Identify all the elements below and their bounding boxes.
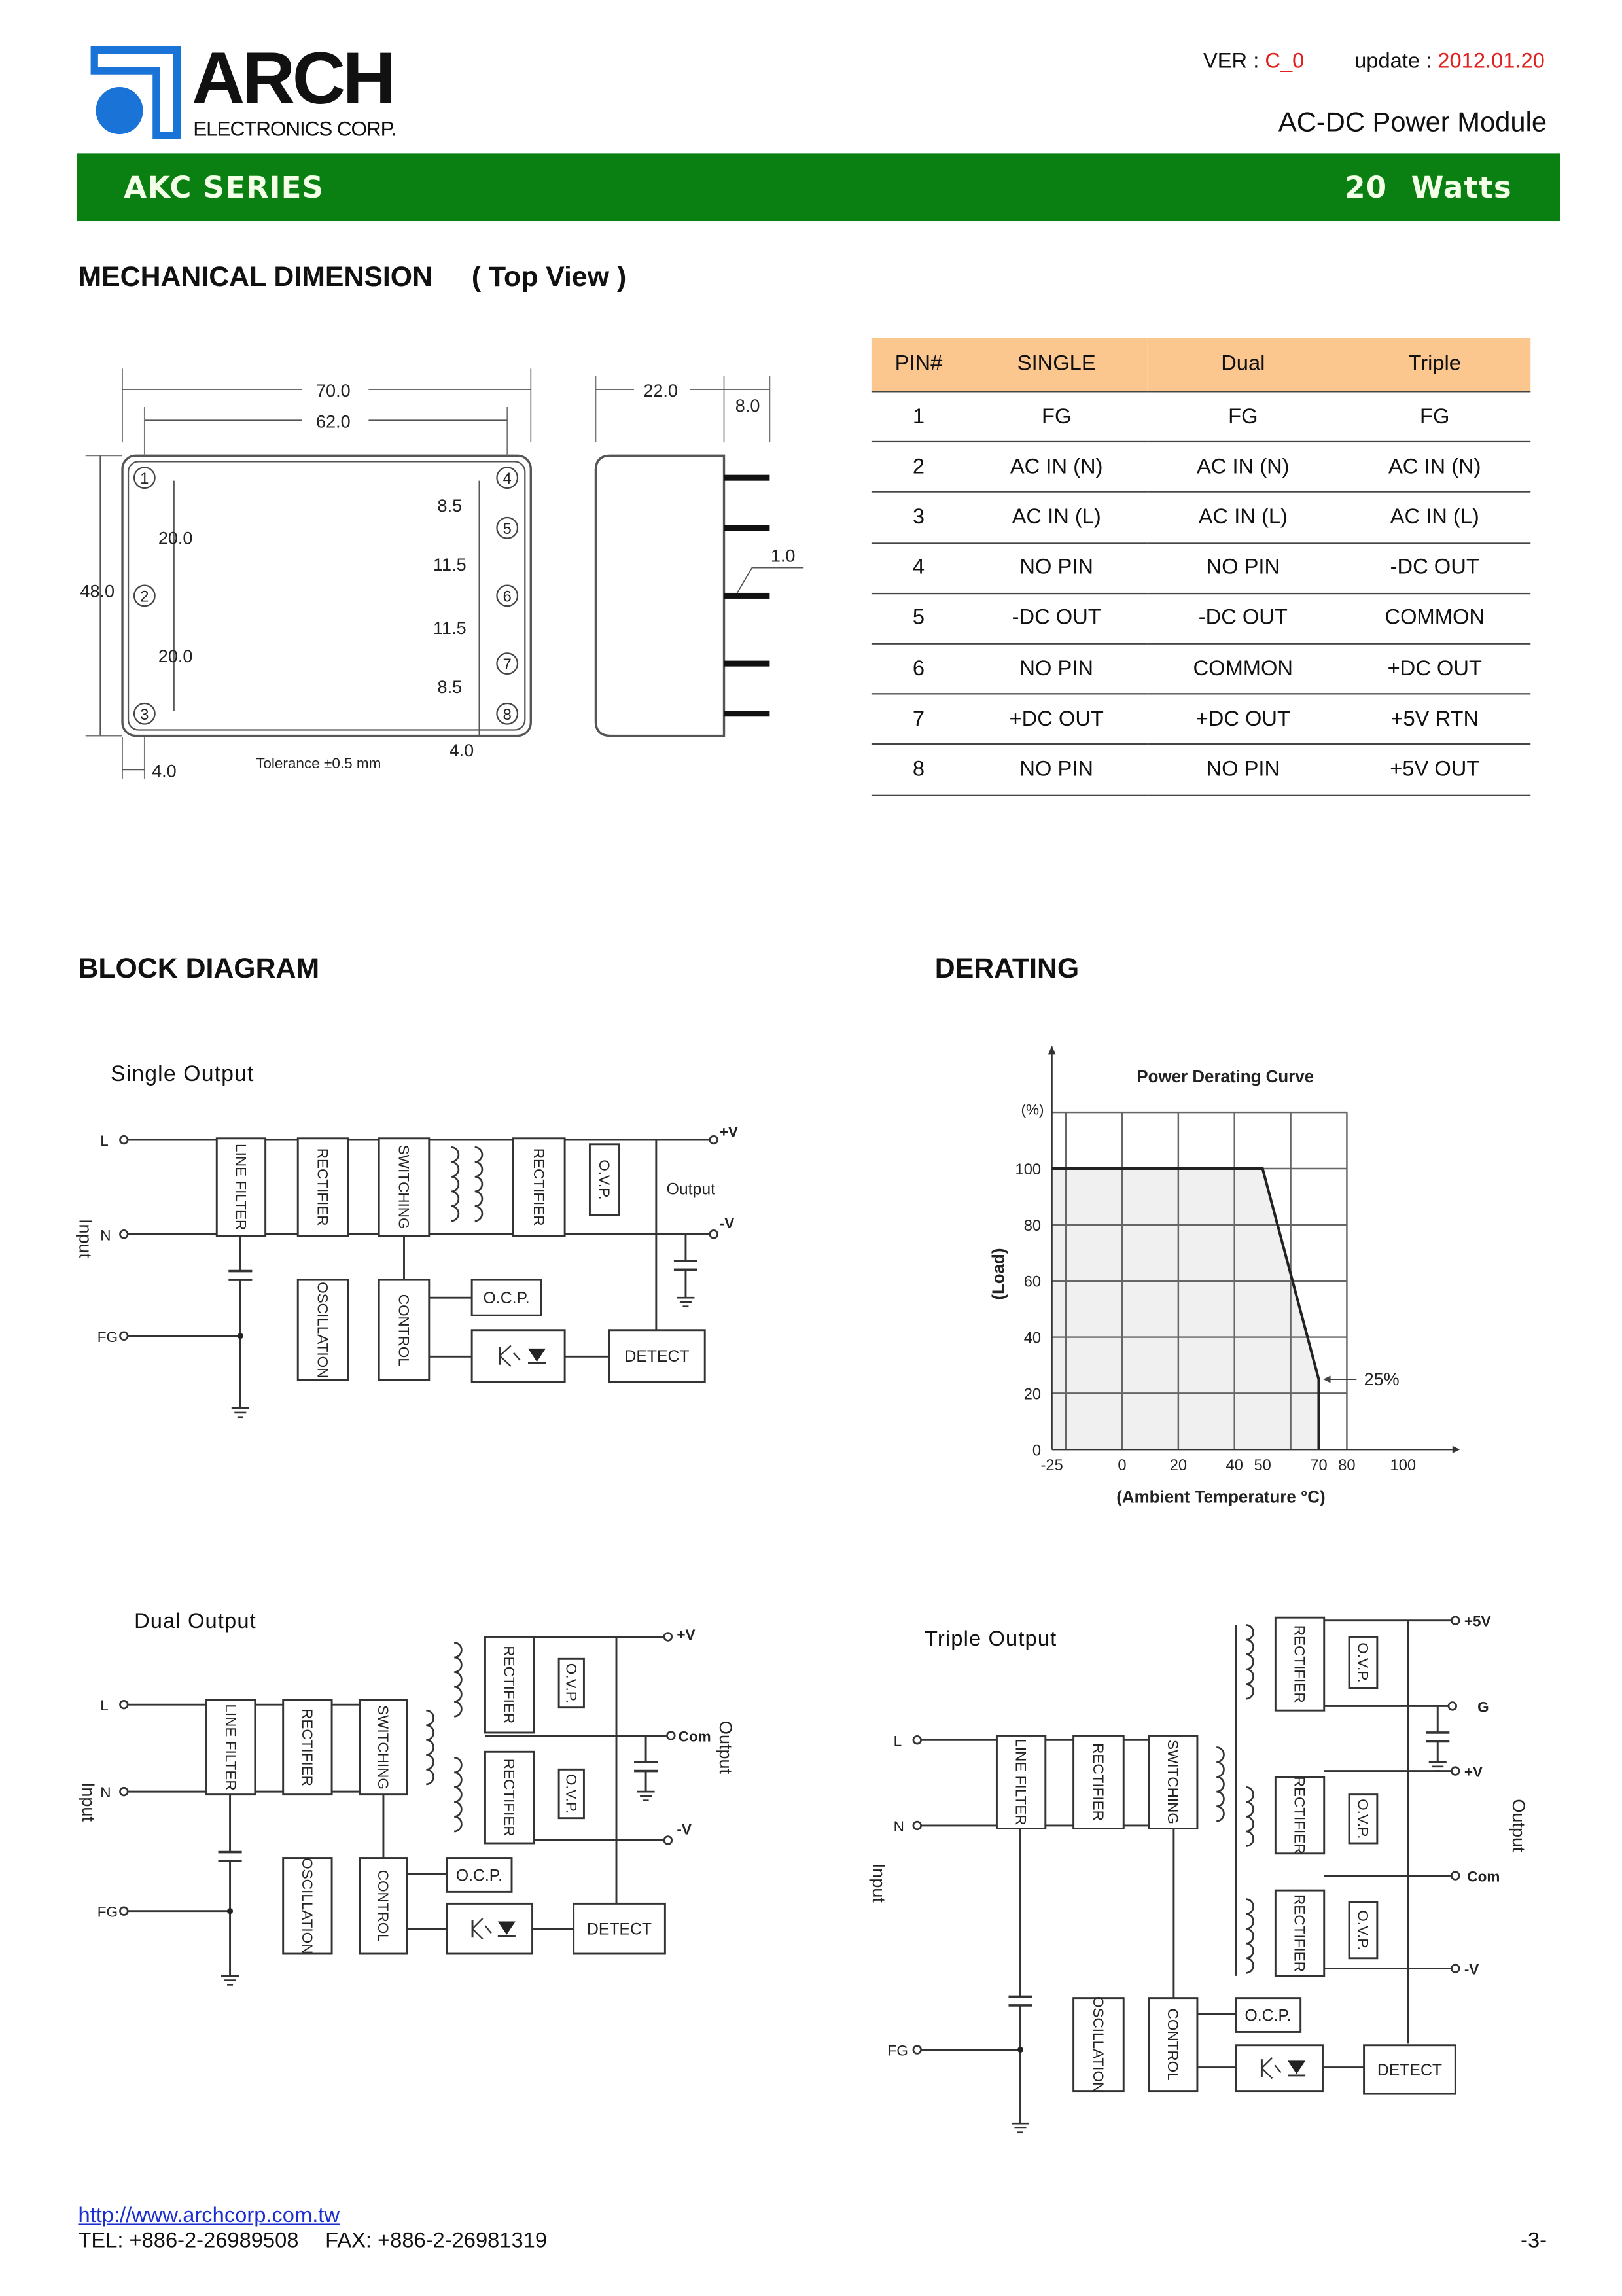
x-tick-label: 20 [1169, 1457, 1188, 1474]
col-dual: Dual [1147, 338, 1339, 391]
detect-label: DETECT [1377, 2061, 1442, 2079]
ver-label: VER : [1203, 50, 1265, 74]
dual-cell: AC IN (N) [1147, 442, 1339, 492]
pin-lead [724, 475, 770, 481]
rectifier-label: RECTIFIER [1090, 1743, 1107, 1821]
y-unit-label: (%) [1021, 1101, 1044, 1118]
x-tick-label: -25 [1040, 1457, 1063, 1474]
rectifier-label: RECTIFIER [1291, 1776, 1308, 1854]
terminal-icon [120, 1136, 128, 1144]
terminal-l: L [100, 1697, 109, 1714]
dual-cell: -DC OUT [1147, 593, 1339, 644]
product-type: AC-DC Power Module [1278, 106, 1547, 137]
rectifier-label: RECTIFIER [314, 1148, 331, 1226]
pin-number-label: 6 [502, 588, 512, 606]
control-label: CONTROL [1164, 2008, 1181, 2081]
pin-number-label: 7 [502, 656, 512, 674]
update-value: 2012.01.20 [1437, 50, 1545, 74]
pin-lead [724, 525, 770, 531]
dim-4-left: 4.0 [152, 761, 177, 781]
dim-11-5-upper: 11.5 [433, 555, 467, 575]
terminal-icon [1451, 1965, 1459, 1973]
dim-8: 8.0 [735, 395, 760, 415]
pin-number-label: 1 [140, 470, 149, 488]
dual-cell: AC IN (L) [1147, 492, 1339, 542]
terminal-icon [664, 1633, 672, 1641]
page-number: -3- [1521, 2229, 1547, 2253]
terminal-com: Com [678, 1728, 711, 1745]
line-filter-label: LINE FILTER [1012, 1739, 1029, 1826]
junction-dot [1017, 2047, 1023, 2053]
ovp-label: O.V.P. [1354, 1910, 1371, 1951]
dim-48: 48.0 [80, 581, 115, 601]
pin-lead [724, 661, 770, 667]
ovp-label: O.V.P. [563, 1773, 580, 1814]
junction-dot [238, 1333, 243, 1339]
optocoupler-block [1236, 2045, 1323, 2091]
single-cell: +DC OUT [966, 694, 1147, 745]
y-tick-label: 80 [1023, 1217, 1042, 1235]
optocoupler-block [447, 1903, 533, 1954]
dual-cell: NO PIN [1147, 542, 1339, 593]
optocoupler-block [472, 1330, 565, 1382]
rectifier-label: RECTIFIER [501, 1758, 518, 1837]
terminal-icon [1451, 1872, 1459, 1880]
pin-number: 6 [872, 644, 966, 694]
detect-label: DETECT [586, 1920, 652, 1939]
output-label: Output [1509, 1799, 1529, 1852]
pin-number-label: 5 [502, 520, 512, 538]
x-tick-label: 80 [1338, 1457, 1356, 1474]
logo-text: ARCH [191, 37, 393, 120]
input-label: Input [79, 1782, 99, 1822]
transformer-coil-icon [454, 1643, 461, 1717]
single-cell: NO PIN [966, 745, 1147, 795]
triple-cell: COMMON [1339, 593, 1530, 644]
dim-62: 62.0 [316, 412, 351, 432]
terminal-nv: -V [719, 1215, 735, 1232]
col-pin: PIN# [872, 338, 966, 391]
terminal-icon [120, 1788, 128, 1795]
terminal-n: N [893, 1818, 904, 1835]
rectifier-label: RECTIFIER [298, 1708, 315, 1786]
transformer-coil-icon [1216, 1748, 1224, 1822]
pin-number: 3 [872, 492, 966, 542]
y-axis-arrow-icon [1048, 1046, 1055, 1055]
footer-fax: FAX: +886-2-26981319 [325, 2229, 548, 2253]
x-tick-label: 50 [1254, 1457, 1271, 1474]
update-label: update : [1354, 50, 1438, 74]
pin-number: 1 [872, 391, 966, 442]
terminal-l: L [893, 1733, 902, 1750]
terminal-nv: -V [677, 1821, 692, 1838]
rectifier-label: RECTIFIER [1291, 1894, 1308, 1972]
single-cell: AC IN (N) [966, 442, 1147, 492]
terminal-icon [710, 1136, 718, 1144]
transformer-coil-icon [426, 1710, 433, 1784]
input-label: Input [75, 1218, 96, 1259]
rectifier-label: RECTIFIER [530, 1148, 547, 1226]
dual-output-title: Dual Output [134, 1610, 256, 1634]
module-outline [122, 455, 531, 735]
terminal-g: G [1477, 1699, 1489, 1716]
pin-number: 7 [872, 694, 966, 745]
terminal-pv: +V [1464, 1763, 1483, 1780]
terminal-n: N [100, 1227, 111, 1244]
switching-label: SWITCHING [1164, 1740, 1181, 1824]
triple-cell: -DC OUT [1339, 542, 1530, 593]
detect-label: DETECT [624, 1348, 690, 1366]
dim-70: 70.0 [316, 381, 351, 401]
single-cell: NO PIN [966, 542, 1147, 593]
y-tick-label: 40 [1023, 1330, 1042, 1347]
dim-20-lower: 20.0 [158, 646, 193, 666]
dual-cell: NO PIN [1147, 745, 1339, 795]
terminal-fg: FG [97, 1903, 118, 1920]
terminal-icon [1451, 1617, 1459, 1625]
dim-8-5-upper: 8.5 [437, 495, 463, 516]
logo-subtext: ELECTRONICS CORP. [193, 116, 397, 141]
pin-number: 4 [872, 542, 966, 593]
y-axis-label: (Load) [989, 1248, 1008, 1300]
terminal-l: L [100, 1133, 109, 1150]
dim-1: 1.0 [770, 546, 796, 566]
y-tick-label: 0 [1032, 1442, 1042, 1460]
single-cell: -DC OUT [966, 593, 1147, 644]
transformer-coil-icon [475, 1147, 482, 1221]
triple-cell: FG [1339, 391, 1530, 442]
module-side-view [595, 455, 724, 735]
ovp-label: O.V.P. [1354, 1642, 1371, 1683]
pin-lead [724, 593, 770, 599]
rectifier-label: RECTIFIER [1291, 1625, 1308, 1703]
ocp-label: O.C.P. [455, 1867, 502, 1885]
power-unit: Watts [1411, 169, 1512, 205]
annotation-arrow-icon [1323, 1375, 1330, 1383]
junction-dot [227, 1908, 233, 1914]
terminal-p5v: +5V [1464, 1613, 1491, 1630]
transformer-coil-icon [1246, 1899, 1253, 1973]
pin-number: 8 [872, 745, 966, 795]
dim-20-upper: 20.0 [158, 528, 193, 548]
y-tick-label: 100 [1015, 1161, 1042, 1178]
pin-number: 2 [872, 442, 966, 492]
derating-title: DERATING [934, 954, 1080, 985]
pin-number: 5 [872, 593, 966, 644]
pin-number-label: 3 [140, 706, 149, 724]
x-axis-arrow-icon [1453, 1446, 1460, 1453]
terminal-icon [120, 1701, 128, 1708]
rectifier-label: RECTIFIER [501, 1646, 518, 1724]
ovp-label: O.V.P. [596, 1159, 613, 1200]
terminal-n: N [100, 1784, 111, 1801]
terminal-icon [1449, 1703, 1456, 1710]
switching-label: SWITCHING [375, 1705, 392, 1790]
terminal-icon [1451, 1767, 1459, 1775]
triple-cell: AC IN (N) [1339, 442, 1530, 492]
control-label: CONTROL [395, 1294, 412, 1366]
mechanical-drawing [80, 368, 803, 781]
terminal-icon [664, 1837, 672, 1845]
derating-chart [990, 1046, 1460, 1507]
mechanical-title-text: MECHANICAL DIMENSION [78, 262, 433, 294]
mechanical-subtitle: ( Top View ) [471, 262, 627, 294]
tolerance-note: Tolerance ±0.5 mm [256, 755, 381, 772]
pin-number-label: 2 [140, 588, 149, 606]
terminal-nv: -V [1464, 1961, 1479, 1978]
oscillation-label: OSCILLATION [314, 1282, 331, 1379]
terminal-icon [120, 1230, 128, 1238]
terminal-icon [710, 1230, 718, 1238]
triple-output-diagram [869, 1614, 1528, 2132]
input-label: Input [869, 1863, 889, 1903]
ocp-label: O.C.P. [483, 1290, 530, 1308]
col-triple: Triple [1339, 338, 1530, 391]
transformer-coil-icon [451, 1147, 459, 1221]
single-output-diagram [76, 1124, 738, 1417]
output-label: Output [666, 1180, 715, 1199]
ovp-label: O.V.P. [563, 1663, 580, 1704]
block-diagram-title: BLOCK DIAGRAM [78, 954, 320, 985]
dual-cell: +DC OUT [1147, 694, 1339, 745]
dual-output-diagram [79, 1627, 735, 1985]
footer [78, 2204, 547, 2255]
output-label: Output [715, 1720, 735, 1775]
triple-cell: +5V RTN [1339, 694, 1530, 745]
single-cell: FG [966, 391, 1147, 442]
triple-cell: +5V OUT [1339, 745, 1530, 795]
y-tick-label: 20 [1023, 1386, 1042, 1404]
terminal-icon [667, 1732, 675, 1740]
control-label: CONTROL [375, 1869, 392, 1942]
x-tick-label: 0 [1118, 1457, 1127, 1474]
dim-8-5-lower: 8.5 [437, 677, 463, 698]
dim-11-5-lower: 11.5 [433, 618, 467, 639]
ver-value: C_0 [1265, 50, 1305, 74]
terminal-fg: FG [887, 2042, 908, 2059]
website-link[interactable]: http://www.archcorp.com.tw [78, 2204, 340, 2229]
dim-22: 22.0 [643, 381, 678, 401]
transformer-coil-icon [1246, 1625, 1253, 1699]
transformer-coil-icon [1246, 1787, 1253, 1846]
terminal-fg: FG [97, 1328, 118, 1345]
x-tick-label: 100 [1390, 1457, 1417, 1474]
terminal-icon [913, 1736, 921, 1744]
terminal-icon [913, 1822, 921, 1829]
chart-title: Power Derating Curve [1137, 1068, 1314, 1087]
dual-cell: COMMON [1147, 644, 1339, 694]
ovp-label: O.V.P. [1354, 1799, 1371, 1839]
terminal-icon [120, 1332, 128, 1340]
footer-tel: TEL: +886-2-26989508 [78, 2229, 299, 2253]
derating-area [1052, 1169, 1319, 1449]
y-tick-label: 60 [1023, 1273, 1042, 1291]
switching-label: SWITCHING [395, 1144, 412, 1229]
terminal-icon [120, 1907, 128, 1915]
power-value: 20 [1345, 169, 1388, 205]
pin-number-label: 4 [502, 470, 512, 488]
x-tick-label: 40 [1225, 1457, 1243, 1474]
oscillation-label: OSCILLATION [1090, 1996, 1107, 2093]
single-output-title: Single Output [111, 1061, 255, 1087]
terminal-com: Com [1467, 1868, 1500, 1885]
leader-line [737, 568, 752, 593]
pin-number-label: 8 [502, 706, 512, 724]
triple-cell: +DC OUT [1339, 644, 1530, 694]
triple-cell: AC IN (L) [1339, 492, 1530, 542]
terminal-pv: +V [677, 1627, 696, 1644]
transformer-coil-icon [454, 1757, 461, 1831]
dual-cell: FG [1147, 391, 1339, 442]
module-inner-outline [128, 461, 525, 730]
series-name: AKC SERIES [124, 169, 325, 205]
x-tick-label: 70 [1310, 1457, 1328, 1474]
line-filter-label: LINE FILTER [222, 1704, 239, 1791]
col-single: SINGLE [966, 338, 1147, 391]
oscillation-label: OSCILLATION [298, 1858, 315, 1954]
triple-output-title: Triple Output [925, 1627, 1057, 1652]
line-filter-label: LINE FILTER [232, 1144, 249, 1231]
x-axis-label: (Ambient Temperature °C) [1116, 1488, 1326, 1507]
dim-4-right: 4.0 [449, 741, 474, 761]
single-cell: AC IN (L) [966, 492, 1147, 542]
annotation-25-percent: 25% [1364, 1369, 1400, 1389]
pin-lead [724, 711, 770, 716]
ocp-label: O.C.P. [1244, 2007, 1292, 2025]
terminal-pv: +V [719, 1123, 738, 1140]
single-cell: NO PIN [966, 644, 1147, 694]
terminal-icon [913, 2046, 921, 2054]
